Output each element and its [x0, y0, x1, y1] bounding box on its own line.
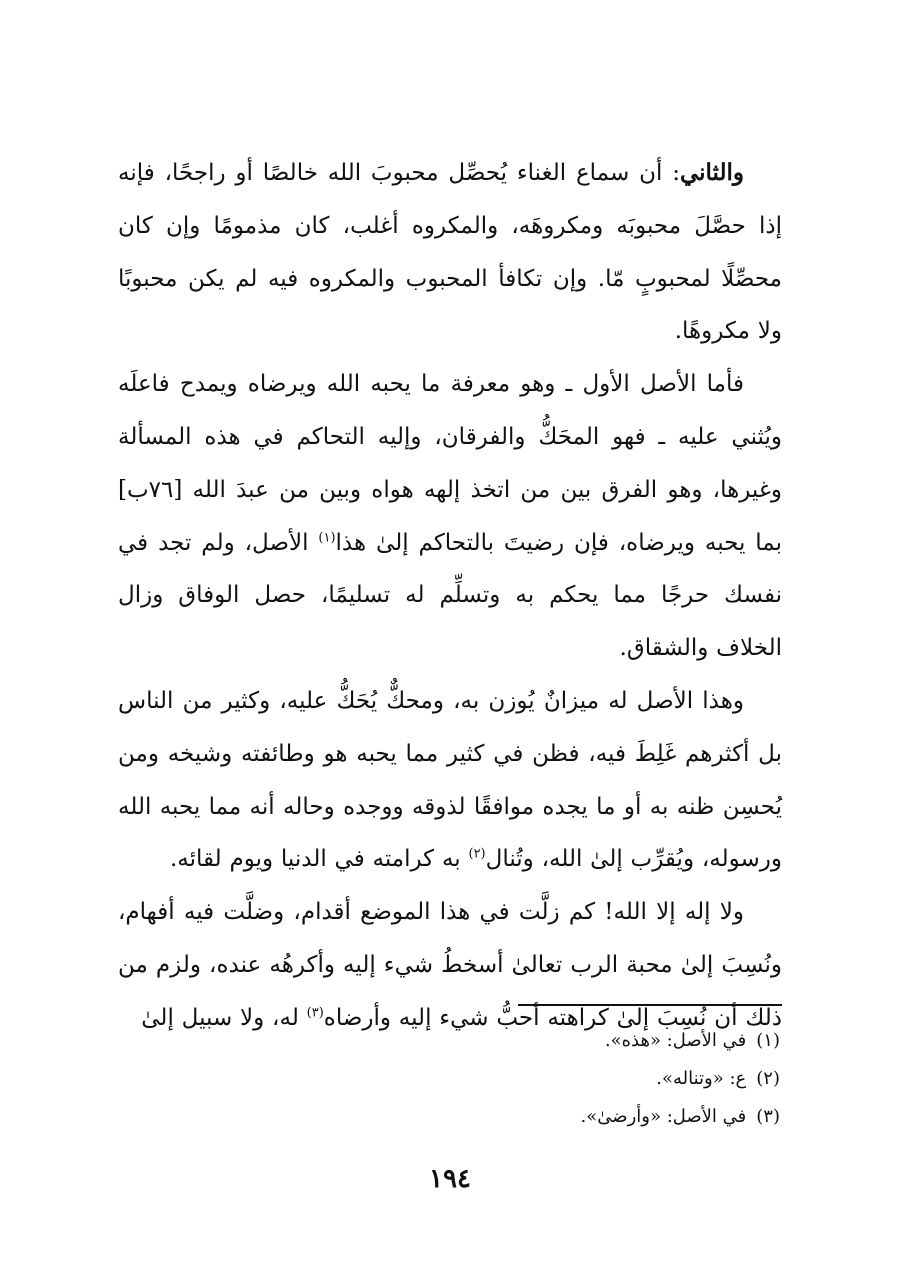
paragraph-3: [118, 675, 782, 886]
paragraph-lead-word: والثاني: [679, 159, 744, 186]
paragraph-2: [118, 358, 782, 675]
footnote-ref-2: (٢): [468, 846, 486, 862]
footnote-ref-1: (١): [318, 529, 336, 545]
paragraph-1: [118, 147, 782, 358]
footnote-2: [400, 1060, 780, 1098]
paragraph-text: فأما الأصل الأول ـ وهو معرفة ما يحبه الله ويرضاه ويمدح فاعلَه ويُثني عليه ـ فهو المحَكُّ والفرقان، وإليه التحاكم في هذه المسألة وغيرها، وهو الفرق بين من اتخذ إلهه هواه وبين من عبدَ الله [٧٦ب] بما يحبه ويرضاه، فإن رضيتَ بالتحاكم إلىٰ هذا: [118, 371, 782, 556]
paragraph-text: ولا إله إلا الله! كم زلَّت في هذا الموضع أقدام، وضلَّت فيه أفهام، ونُسِبَ إلىٰ محبة الرب تعالىٰ أسخطُ شيء إليه وأكرهُه عنده، ولزم من ذلك أن نُسِبَ إلىٰ كراهته أحبُّ شيء إليه وأرضاه: [118, 899, 782, 1031]
footnote-number: (٢): [756, 1068, 780, 1089]
paragraph-4: [118, 886, 782, 1044]
footnotes: [400, 1022, 780, 1136]
footnote-3: [400, 1098, 780, 1136]
footnote-text: في الأصل: «هذه».: [604, 1030, 747, 1051]
paragraph-text: وهذا الأصل له ميزانٌ يُوزن به، ومحكٌّ يُحَكُّ عليه، وكثير من الناس بل أكثرهم غَلِطَ فيه، فظن في كثير مما يحبه هو وطائفته وشيخه ومن يُحسِن ظنه به أو ما يجده موافقًا لذوقه ووجده وحاله أنه مما يحبه الله ورسوله، ويُقرِّب إلىٰ الله، وتُنال: [118, 687, 782, 873]
footnote-ref-3: (٣): [306, 1005, 324, 1021]
paragraph-text: به كرامته في الدنيا ويوم لقائه.: [169, 846, 469, 873]
paragraph-text: : أن سماع الغناء يُحصِّل محبوبَ الله خالصًا أو راجحًا، فإنه إذا حصَّلَ محبوبَه ومكروهَه، والمكروه أغلب، كان مذمومًا وإن كان محصِّلًا لمحبوبٍ مّا. وإن تكافأ المحبوب والمكروه فيه لم يكن محبوبًا ولا مكروهًا.: [118, 160, 782, 345]
footnote-number: (٣): [756, 1106, 780, 1127]
footnote-1: [400, 1022, 780, 1060]
footnote-text: في الأصل: «وأرضىٰ».: [580, 1106, 747, 1127]
paragraph-text: له، ولا سبيل إلىٰ: [141, 1004, 307, 1031]
page-number: ١٩٤: [429, 1164, 471, 1194]
main-text: [118, 147, 782, 1045]
footnote-divider: [518, 1004, 782, 1006]
footnote-text: ع: «وتناله».: [656, 1068, 747, 1089]
footnote-number: (١): [756, 1030, 780, 1051]
paragraph-text: الأصل، ولم تجد في نفسك حرجًا مما يحكم به وتسلِّم له تسليمًا، حصل الوفاق وزال الخلاف والشقاق.: [118, 529, 782, 662]
